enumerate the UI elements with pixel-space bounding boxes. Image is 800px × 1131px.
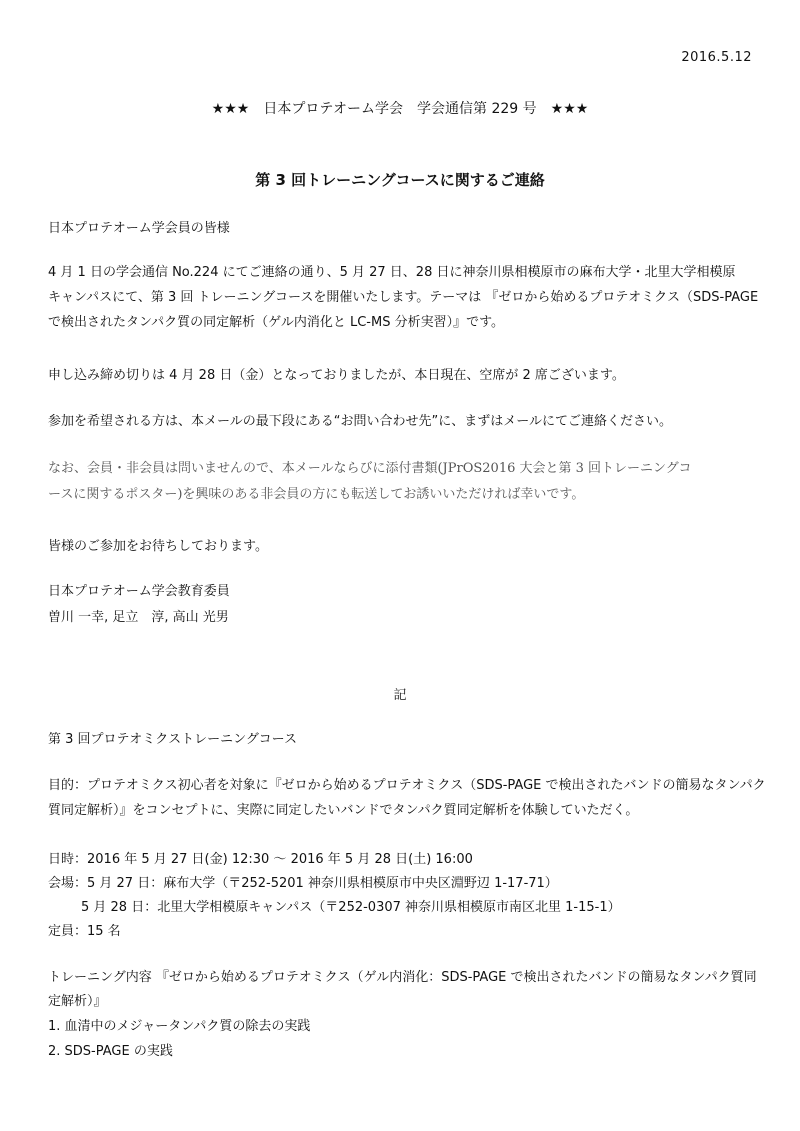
training-content-line-1: トレーニング内容 『ゼロから始めるプロテオミクス（ゲル内消化：SDS-PAGE で検出されたバンドの簡易なタンパク質同 [48,970,757,985]
signature-names: 曽川 一幸, 足立 淳, 高山 光男 [48,610,229,625]
datetime: 日時：2016 年 5 月 27 日(金) 12:30 ～ 2016 年 5 月 28 日(土) 16:00 [48,852,473,867]
contact-paragraph: 参加を希望される方は、本メールの最下段にある“お問い合わせ先”に、まずはメールにてご連絡ください。 [48,414,672,429]
page-title: 第 3 回トレーニングコースに関するご連絡 [255,171,545,189]
deadline-paragraph: 申し込み締め切りは 4 月 28 日（金）となっておりましたが、本日現在、空席が 2 席ございます。 [48,368,625,383]
document-date: 2016.5.12 [681,50,752,65]
training-item-2: 2. SDS-PAGE の実践 [48,1044,173,1059]
venue-day1: 会場：5 月 27 日：麻布大学（〒252-5201 神奈川県相模原市中央区淵野辺 1-17-71） [48,876,558,891]
newsletter-headline: ★★★ 日本プロテオーム学会 学会通信第 229 号 ★★★ [211,101,589,117]
training-content-line-2: 定解析）』 [48,994,107,1009]
course-name: 第 3 回プロテオミクストレーニングコース [48,732,297,747]
forward-line-2: ースに関するポスター)を興味のある非会員の方にも転送してお誘いいただければ幸いです。 [48,487,585,502]
intro-line-1: 4 月 1 日の学会通信 No.224 にてご連絡の通り、5 月 27 日、28 日に神奈川県相模原市の麻布大学・北里大学相模原 [48,265,736,280]
forward-line-1: なお、会員・非会員は問いませんので、本メールならびに添付書類(JPrOS2016 大会と第 3 回トレーニングコ [48,461,692,476]
training-item-1: 1. 血清中のメジャータンパク質の除去の実践 [48,1019,311,1034]
purpose-line-2: 質同定解析）』をコンセプトに、実際に同定したいバンドでタンパク質同定解析を体験していただく。 [48,803,639,818]
purpose-line-1: 目的：プロテオミクス初心者を対象に『ゼロから始めるプロテオミクス（SDS-PAGE で検出されたバンドの簡易なタンパク [48,778,766,793]
ki-heading: 記 [393,688,407,703]
greeting: 日本プロテオーム学会員の皆様 [48,221,230,236]
venue-day2: 5 月 28 日：北里大学相模原キャンパス（〒252-0307 神奈川県相模原市南区北里 1-15-1） [81,900,621,915]
intro-line-2: キャンパスにて、第 3 回 トレーニングコースを開催いたします。テーマは 『ゼロから始めるプロテオミクス（SDS-PAGE [48,290,759,305]
signature-committee: 日本プロテオーム学会教育委員 [48,584,230,599]
closing-text: 皆様のご参加をお待ちしております。 [48,539,268,554]
capacity: 定員：15 名 [48,924,121,939]
intro-line-3: で検出されたタンパク質の同定解析（ゲル内消化と LC-MS 分析実習）』です。 [48,315,505,330]
